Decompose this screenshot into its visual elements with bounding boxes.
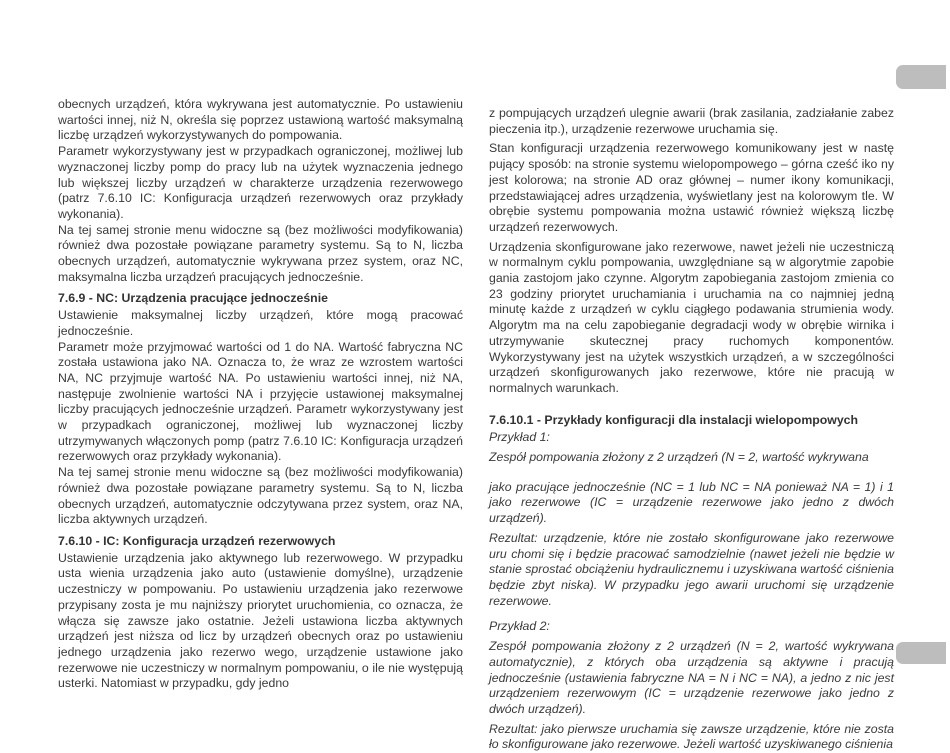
paragraph: Parametr może przyjmować wartości od 1 do NA. Wartość fabryczna NC została ustawiona jako NA. Oznacza to, że wraz ze wzrostem wartości NA, NC przyjmuje wartość NA. Po ustawieniu wartości innej, niż NA, następuje zwolnienie wartości NA i przyjęcie ustawionej maksymalnej liczby pracujących jednocześnie urządzeń. Parametr wykorzystywany jest w przypadkach ograniczonej, możliwej lub wyznaczonej liczby utrzymywanych włączonych pomp (patrz 7.6.10 IC: Konfiguracja urządzeń rezerwowych oraz przykłady wykonania). — [58, 339, 463, 464]
example-label: Przykład 2: — [489, 619, 550, 634]
paragraph: Na tej samej stronie menu widoczne są (bez możliwości modyfikowania) również dwa pozostałe powiązane parametry systemu. Są to N, liczba obecnych urządzeń, automatycznie wykrywana przez system, oraz NC, maksymalna liczba urządzeń pracujących jednocześnie. — [58, 222, 463, 284]
paragraph: Ustawienie urządzenia jako aktywnego lub rezerwowego. W przypadku usta wienia urządzenia jako auto (ustawienie domyślne), urządzenie uczestniczy w pompowaniu. Po ustawieniu urządzenia jako rezerwowe przypisany zosta je mu najniższy priorytet uruchomienia, co oznacza, że włącza się zawsze jako ostatnie. Jeżeli ustawiona liczba aktywnych urządzeń jest niższa od licz by urządzeń obecnych oraz po ustawieniu jednego urządzenia jako rezerwo wego, urządzenie ustawione jako rezerwowe nie uczestniczy w normalnym pompowaniu, o ile nie występują usterki. Natomiast w przypadku, gdy jedno — [58, 550, 463, 691]
spacer — [489, 466, 894, 480]
example-text: jako pracujące jednocześnie (NC = 1 lub NC = NA ponieważ NA = 1) i 1 jako rezerwowe (IC = urządzenie rezerwowe jako jedno z dwóch urządzeń). — [489, 479, 894, 526]
paragraph: z pompujących urządzeń ulegnie awarii (brak zasilania, zadziałanie zabez pieczenia itp.), urządzenie rezerwowe uruchamia się. — [489, 106, 894, 136]
example-label: Przykład 1: — [489, 430, 550, 445]
section-heading: 7.6.9 - NC: Urządzenia pracujące jednocześnie — [58, 291, 328, 306]
paragraph: Na tej samej stronie menu widoczne są (bez możliwości modyfikowania) również dwa pozostałe powiązane parametry systemu. Są to N, liczba obecnych urządzeń, automatycznie odczytywana przez system, oraz NA, liczba aktywnych urządzeń. — [58, 465, 463, 527]
paragraph: obecnych urządzeń, która wykrywana jest automatycznie. Po ustawieniu wartości innej, niż N, określa się poprzez ustawioną wartość maksymalną liczbę urządzeń wykorzystywanych do pompowania. — [58, 97, 463, 143]
paragraph: Stan konfiguracji urządzenia rezerwowego komunikowany jest w nastę pujący sposób: na stronie systemu wielopompowego – górna cześć iko ny jest kolorowa; na stronie AD oraz głównej – numer ikony komunikacji, przedstawiającej adres urządzenia, wyświetlany jest na kolorowym tle. W obrębie systemu pompowania można ustawić również większą liczbę urządzeń rezerwowych. — [489, 141, 894, 234]
example-text: Zespół pompowania złożony z 2 urządzeń (N = 2, wartość wykrywana automatycznie), z których oba urządzenia są aktywne i pracują jednocześnie (ustawienia fabryczne NA = N i NC = NA), a jedno z nic jest urządzeniem rezerwowym (IC = urządzenie rezerwowe jako jedno z dwóch urządzeń). — [489, 639, 894, 716]
paragraph: Parametr wykorzystywany jest w przypadkach ograniczonej, możliwej lub wyznaczonej liczby pomp do pracy lub na użytek wyznaczenia jednego lub większej liczby urządzeń w charakterze urządzenia rezerwowego (patrz 7.6.10 IC: Konfiguracja urządzeń rezerwowych oraz przykłady wykonania). — [58, 144, 463, 221]
left-column — [58, 97, 463, 692]
example-result: Rezultat: jako pierwsze uruchamia się zawsze urządzenie, które nie zosta ło skonfigurowane jako rezerwowe. Jeżeli wartość uzyskiwanego ciśnienia — [489, 721, 894, 752]
right-column — [489, 106, 894, 753]
page-tab-top — [896, 65, 946, 89]
paragraph: Urządzenia skonfigurowane jako rezerwowe, nawet jeżeli nie uczestniczą w normalnym cyklu pompowania, uwzględniane są w algorytmie zapobie gania zastojom jako czynne. Algorytm zapobiegania zastojom zmienia co 23 godziny priorytet uruchamiania i uruchamia na co najmniej jedną minutę każde z urządzeń w cyklu ciągłego podawania strumienia wody. Algorytm ma na celu zapobieganie degradacji wody w obrębie wirnika i utrzymywanie skutecznej pracy ruchomych komponentów. Wykorzystywany jest na użytek wszystkich urządzeń, a w szczególności urządzeń skonfigurowanych jako rezerwowe, które nie pracują w normalnych warunkach. — [489, 239, 894, 395]
page-tab-bottom — [896, 642, 946, 664]
example-result: Rezultat: urządzenie, które nie zostało skonfigurowane jako rezerwowe uru chomi się i będzie pracować samodzielnie (nawet jeżeli nie będzie w stanie sprostać obciążeniu hydraulicznemu i uzyskiwana wartość ciśnienia będzie zbyt niska). W przypadku jego awarii uruchomi się urządzenie rezerwowe. — [489, 530, 894, 608]
example-text: Zespół pompowania złożony z 2 urządzeń (N = 2, wartość wykrywana — [489, 450, 869, 465]
paragraph: Ustawienie maksymalnej liczby urządzeń, które mogą pracować jednocześnie. — [58, 308, 463, 338]
section-heading: 7.6.10 - IC: Konfiguracja urządzeń rezerwowych — [58, 533, 336, 548]
section-heading: 7.6.10.1 - Przykłady konfiguracji dla instalacji wielopompowych — [489, 412, 859, 427]
